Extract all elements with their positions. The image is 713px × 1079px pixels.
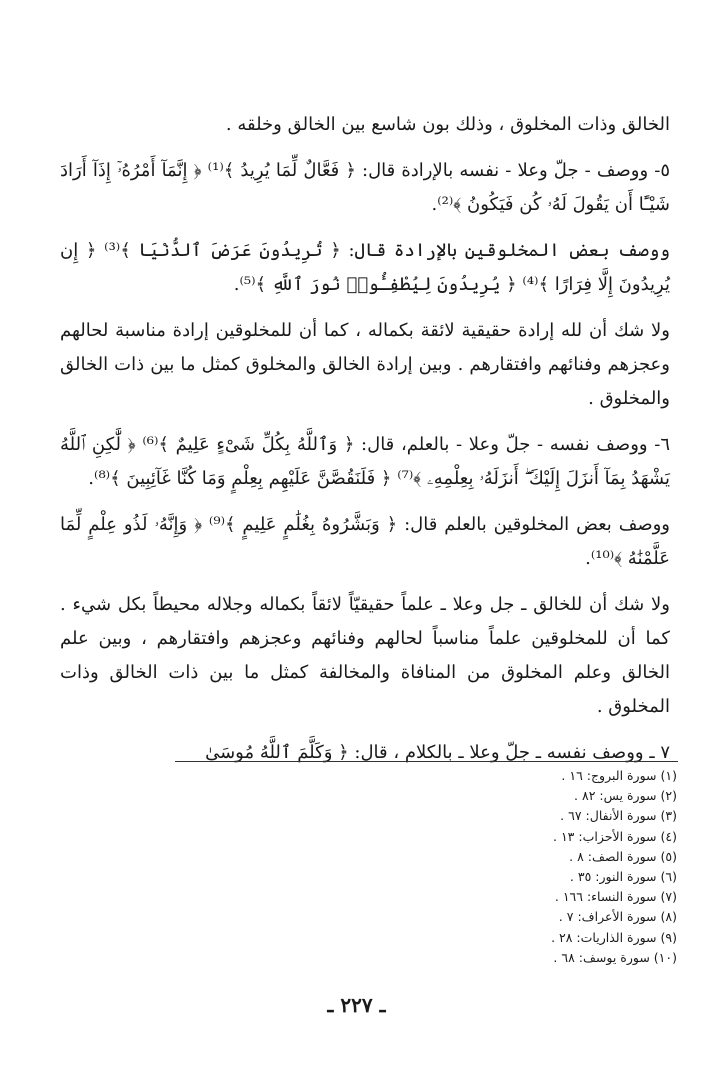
paragraph-3: ووصف بعض المخلوقين بالإرادة قال: ﴿ تُرِيدُونَ عَرَضَ ٱلدُّنْيَا ﴾⁽³⁾ ﴿ إِن يُرِيدُونَ إِلَّا فِرَارًا ﴾⁽⁴⁾ ﴿ يُرِيدُونَ لِيُطْفِـُٔوا۟ نُورَ ٱللَّهِ ﴾⁽⁵⁾.	[60, 240, 671, 295]
footnote-9: (٩) سورة الذاريات: ٢٨ .	[551, 929, 677, 945]
page-number: ـ ٢٢٧ ـ	[327, 993, 386, 1017]
footnote-3: (٣) سورة الأنفال: ٦٧ .	[560, 808, 677, 824]
footnote-5: (٥) سورة الصف: ٨ .	[569, 848, 677, 864]
footnote-8: (٨) سورة الأعراف: ٧ .	[558, 909, 677, 925]
footnote-7: (٧) سورة النساء: ١٦٦ .	[554, 889, 677, 905]
footnote-separator	[175, 761, 678, 762]
paragraph-7: ولا شك أن للخالق ـ جل وعلا ـ علماً حقيقيّاً لائقاً بكماله وجلاله محيطاً بكل شيء . كما أن للمخلوقين علماً مناسباً لحالهم وفنائهم وعجزهم وافتقارهم ، وبين علم الخالق وعلم المخلوق من المنافاة والمخالفة كمثل ما بين ذات الخالق وذات المخلوق .	[60, 594, 670, 717]
paragraph-1: الخالق وذات المخلوق ، وذلك بون شاسع بين الخالق وخلقه .	[225, 114, 670, 135]
footnotes-list	[297, 766, 677, 968]
footnote-10: (١٠) سورة يوسف: ٦٨ .	[553, 949, 677, 965]
paragraph-2: ٥- ووصف - جلّ وعلا - نفسه بالإرادة قال: ﴿ فَعَّالٌ لِّمَا يُرِيدُ ﴾⁽¹⁾ ﴿ إِنَّمَآ أَمْرُهُۥٓ إِذَآ أَرَادَ شَيْـًٔا أَن يَقُولَ لَهُۥ كُن فَيَكُونُ ﴾⁽²⁾.	[60, 160, 670, 215]
paragraph-4: ولا شك أن لله إرادة حقيقية لائقة بكماله ، كما أن للمخلوقين إرادة مناسبة لحالهم وعجزهم وفنائهم وافتقارهم . وبين إرادة الخالق والمخلوق كمثل ما بين ذات الخالق والمخلوق .	[60, 320, 670, 409]
main-text	[60, 108, 670, 780]
paragraph-5: ٦- ووصف نفسه - جلّ وعلا - بالعلم، قال: ﴿ وَٱللَّهُ بِكُلِّ شَىْءٍ عَلِيمٌ ﴾⁽⁶⁾ ﴿ لَّٰكِنِ ٱللَّهُ يَشْهَدُ بِمَآ أَنزَلَ إِلَيْكَ ۖ أَنزَلَهُۥ بِعِلْمِهِۦ ﴾⁽⁷⁾ ﴿ فَلَنَقُصَّنَّ عَلَيْهِم بِعِلْمٍ وَمَا كُنَّا غَآئِبِينَ ﴾⁽⁸⁾.	[60, 434, 671, 489]
footnote-4: (٤) سورة الأحزاب: ١٣ .	[553, 828, 677, 844]
paragraph-6: ووصف بعض المخلوقين بالعلم قال: ﴿ وَبَشَّرُوهُ بِغُلَٰمٍ عَلِيمٍ ﴾⁽⁹⁾ ﴿ وَإِنَّهُۥ لَذُو عِلْمٍ لِّمَا عَلَّمْنَٰهُ ﴾⁽¹⁰⁾.	[60, 514, 670, 569]
footnote-1: (١) سورة البروج: ١٦ .	[561, 768, 677, 783]
paragraph-8: ٧ ـ ووصف نفسه ـ جلّ وعلا ـ بالكلام ، قال: ﴿ وَكَلَّمَ ٱللَّهُ مُوسَىٰ	[205, 742, 670, 763]
footnote-2: (٢) سورة يس: ٨٢ .	[574, 788, 677, 804]
footnote-6: (٦) سورة النور: ٣٥ .	[569, 869, 677, 885]
